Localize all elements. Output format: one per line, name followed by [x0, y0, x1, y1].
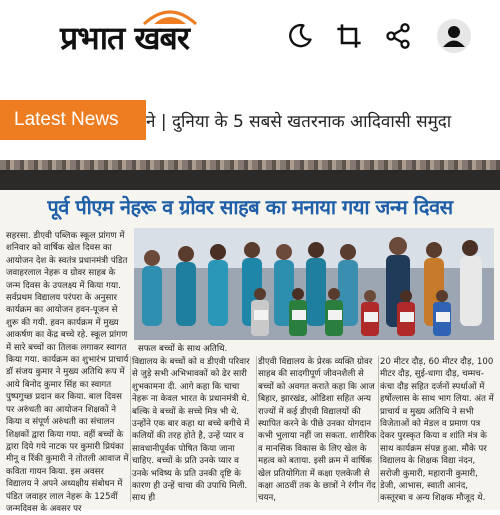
column-divider [130, 356, 131, 502]
site-logo[interactable] [60, 6, 240, 66]
column-divider [378, 356, 379, 502]
latest-news-ticker[interactable] [0, 100, 500, 140]
moon-icon[interactable] [282, 18, 318, 54]
share-icon[interactable] [380, 18, 416, 54]
group-photo [134, 228, 494, 340]
site-header [0, 0, 500, 72]
crop-icon[interactable] [331, 18, 367, 54]
photo-caption: सफल बच्चों के साथ अतिथि. [138, 344, 228, 354]
user-icon[interactable] [436, 18, 472, 54]
logo-text: प्रभात खबर [60, 19, 189, 57]
article-headline: पूर्व पीएम नेहरू व ग्रोवर साहब का मनाया गया जन्म दिवस [47, 195, 453, 219]
latest-news-label: Latest News [0, 100, 146, 140]
article-column-1: सहरसा. डीएवी पब्लिक स्कूल प्रांगण में शनिवार को वार्षिक खेल दिवस का आयोजन देश के स्वतंत्र प्रधानमंत्री पंडित जवाहरलाल नेहरू व ग्रोवर साहब के जन्म दिवस के उपलक्ष्य में किया गया. सर्वप्रथम विद्यालय परंपरा के अनुसार कार्यक्रम का आयोजन हवन-पूजन से शुरू की गयी. हवन कार्यक्रम में मुख्य आकर्षण का केंद्र बच्चे रहे. स्कूल प्रांगण में सारे बच्चों का तिलक लगाकर स्वागत किया गया. कार्यक्रम का शुभारंभ प्राचार्य डॉ संजय कुमार ने मुख्य अतिथि रूप में आये बिनोद कुमार सिंह का स्वागत पुष्पगुच्छ प्रदान कर किया. बाल दिवस पर अरुंधती का आयोजन शिक्षकों ने किया व संपूर्ण अरुंधती का संचालन शिक्षकों द्वारा किया गया. वहीं बच्चों के द्वारा दिये गये नाटक पर कुमारी प्रियंका मीनू व रिंकी कुमारी ने तोतली आवाज में कविता गायन किया. इस अवसर विद्यालय ने अपने अध्यक्षीय संबोधन में पंडित जवाहर लाल नेहरू के 125वीं जन्मदिवस के अवसर पर [6, 231, 129, 514]
newspaper-clipping-image [0, 160, 500, 514]
column-divider [256, 356, 257, 502]
article-column-3: डीएवी विद्यालय के प्रेरक व्यक्ति ग्रोवर साहब की सादगीपूर्ण जीवनशैली से बच्चों को अवगत कराते कहा कि आज बिहार, झारखंड, ओडिशा सहित अन्य राज्यों में कई डीएवी विद्यालयों की स्थापित करने के पीछे उनका योगदान कभी भुलाया नहीं जा सकता. शारीरिक व मानसिक विकास के लिए खेल के महत्व को बताया. इसी क्रम में वार्षिक खेल प्रतियोगिता में कक्षा एलकेजी से कक्षा आठवीं तक के छात्रों ने रंगीन गेंद चयन, [258, 357, 377, 504]
group-photo-illustration [134, 228, 494, 340]
clipping-top-border [0, 160, 500, 190]
article-column-4: 20 मीटर दौड़, 60 मीटर दौड़, 100 मीटर दौड़, सुई-धागा दौड़, चम्मच-कंचा दौड़ सहित दर्जनों स्पर्धाओं में हर्षोल्लास के साथ भाग लिया. अंत में प्राचार्य व मुख्य अतिथि ने सभी विजेताओं को मेडल व प्रमाण पत्र देकर पुरस्कृत किया व शांति मंत्र के साथ कार्यक्रम संपन्न हुआ. मौके पर विद्यालय के शिक्षक विद्या नंदन, सरोजी कुमारी, महारानी कुमारी, डेजी, आभास, स्वाती आनंद, कस्तूरबा व अन्य शिक्षक मौजूद थे. [380, 357, 494, 504]
ticker-headline[interactable]: ने | दुनिया के 5 सबसे खतरनाक आदिवासी समुदा [146, 111, 452, 132]
article-column-2: विद्यालय के बच्चों को व डीएवी परिवार से जुड़े सभी अभिभावकों को ढेर सारी शुभकामना दी. आगे कहा कि चाचा नेहरू ना केवल भारत के प्रधानमंत्री थे. बल्कि वे बच्चों के सच्चे मित्र भी थे. उन्होंने एक बार कहा था बच्चे बगीचे में कलियों की तरह होते है, उन्हें प्यार व सावधानीपूर्वक पोषित किया जाना चाहिए. बच्चों के प्रति उनके प्यार व उनके भविष्य के प्रति उनकी दृष्टि के कारण ही उन्हें चाचा की उपाधि मिली. साथ ही [132, 357, 250, 504]
